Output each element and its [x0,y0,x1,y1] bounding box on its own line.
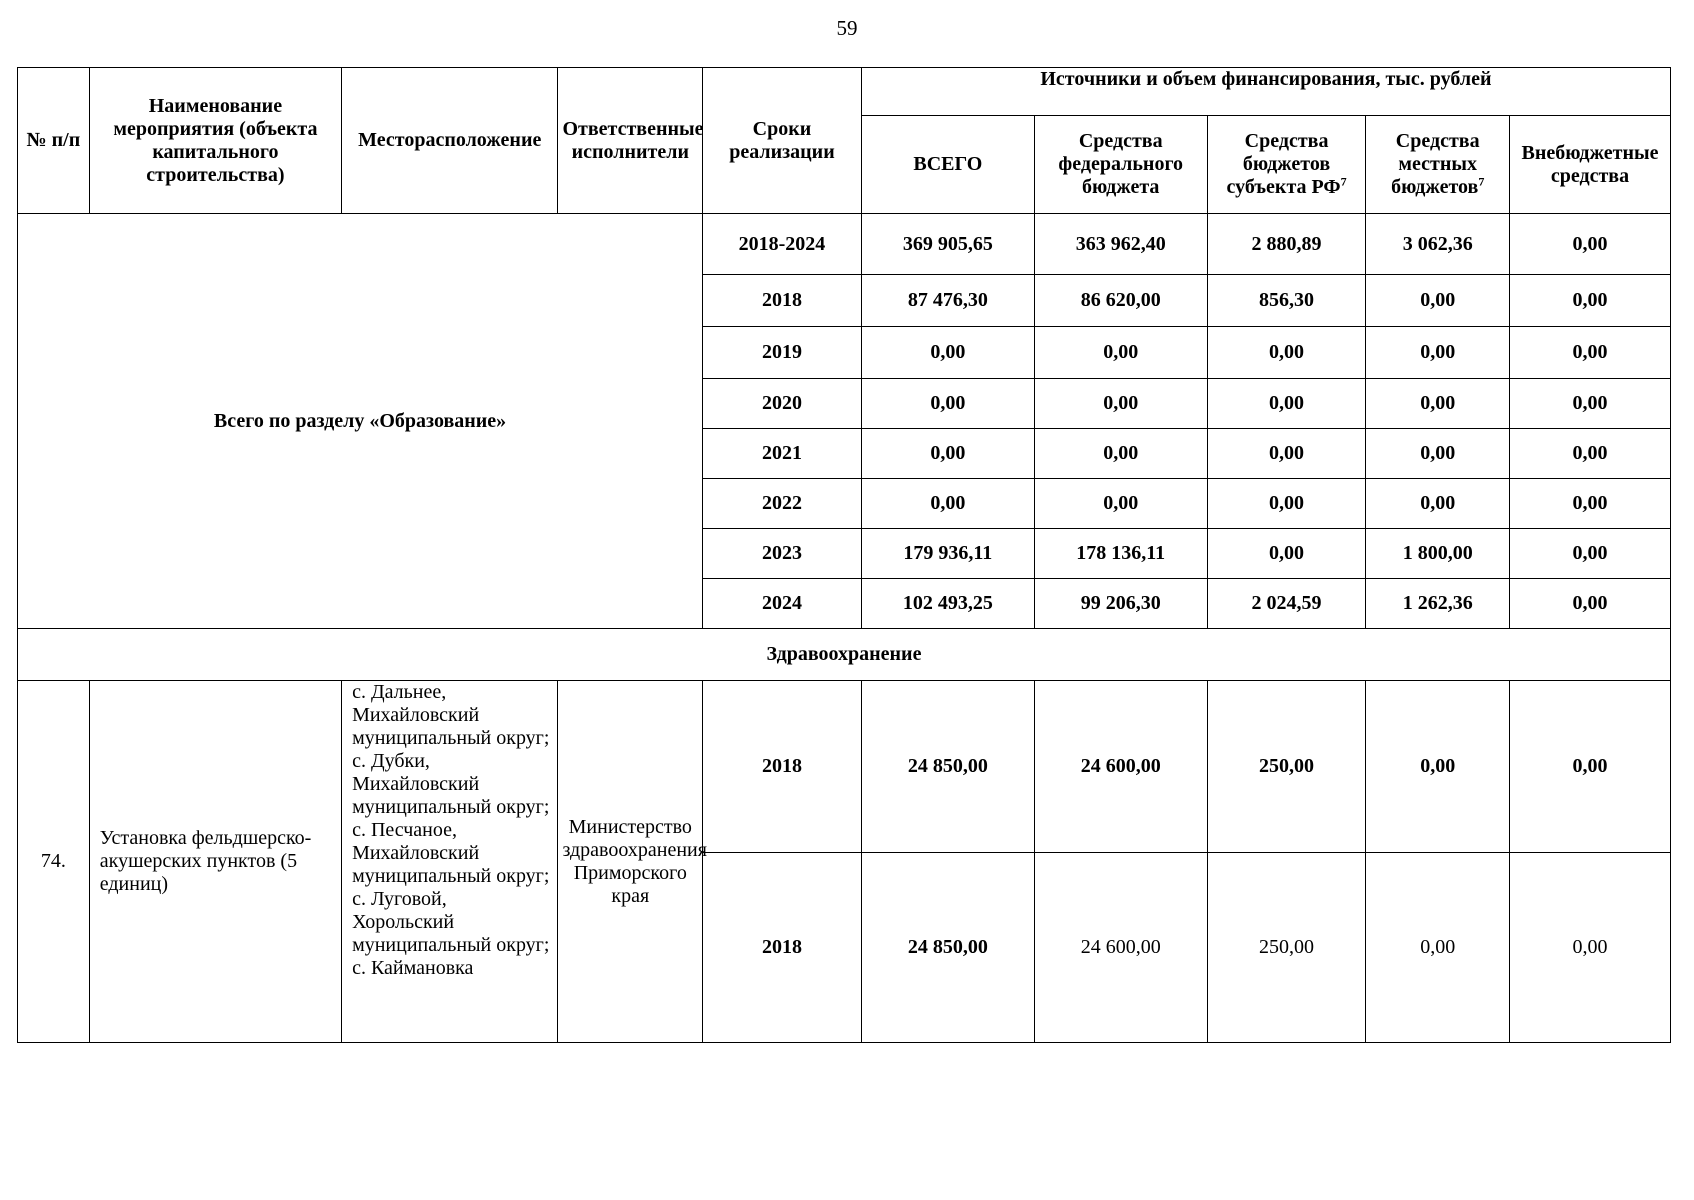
section-title: Здравоохранение [18,629,1671,681]
summary-local: 0,00 [1366,275,1510,327]
summary-extra: 0,00 [1509,479,1670,529]
summary-total: 369 905,65 [861,214,1034,275]
header-responsible: Ответственные исполнители [558,68,703,214]
summary-local: 0,00 [1366,379,1510,429]
summary-total: 0,00 [861,327,1034,379]
summary-regional: 2 880,89 [1207,214,1366,275]
header-regional-footnote: 7 [1340,174,1347,189]
summary-extra: 0,00 [1509,275,1670,327]
item-federal: 24 600,00 [1034,681,1207,853]
table-row [18,214,1671,275]
summary-extra: 0,00 [1509,379,1670,429]
header-local-text: Средства местных бюджетов [1391,130,1480,198]
summary-local: 1 262,36 [1366,579,1510,629]
summary-total: 179 936,11 [861,529,1034,579]
item-local: 0,00 [1366,853,1510,1043]
table-row [18,681,1671,853]
summary-extra: 0,00 [1509,529,1670,579]
header-extra: Внебюджетные средства [1509,116,1670,214]
item-total: 24 850,00 [861,681,1034,853]
summary-label: Всего по разделу «Образование» [18,214,703,629]
summary-federal: 178 136,11 [1034,529,1207,579]
item-name: Установка фельдшерско-акушерских пунктов (5 единиц) [89,681,341,1043]
header-num: № п/п [18,68,90,214]
item-total: 24 850,00 [861,853,1034,1043]
item-location: с. Дальнее, Михайловский муниципальный округ; с. Дубки, Михайловский муниципальный округ; с. Песчаное, Михайловский муниципальный округ; с. Луговой, Хорольский муниципальный округ; с. Каймановка [342,681,558,1043]
financing-table [17,67,1671,1043]
summary-local: 0,00 [1366,429,1510,479]
item-federal: 24 600,00 [1034,853,1207,1043]
summary-regional: 0,00 [1207,327,1366,379]
summary-year: 2018-2024 [703,214,862,275]
item-responsible: Министерство здравоохранения Приморского края [558,681,703,1043]
header-local-footnote: 7 [1478,174,1485,189]
item-regional: 250,00 [1207,853,1366,1043]
item-year: 2018 [703,853,862,1043]
summary-year: 2018 [703,275,862,327]
summary-year: 2022 [703,479,862,529]
summary-federal: 0,00 [1034,379,1207,429]
header-regional-text: Средства бюджетов субъекта РФ [1226,130,1341,198]
header-federal: Средства федерального бюджета [1034,116,1207,214]
summary-extra: 0,00 [1509,214,1670,275]
item-extra: 0,00 [1509,853,1670,1043]
header-name: Наименование мероприятия (объекта капитального строительства) [89,68,341,214]
summary-extra: 0,00 [1509,429,1670,479]
item-num: 74. [18,681,90,1043]
section-row [18,629,1671,681]
summary-federal: 363 962,40 [1034,214,1207,275]
summary-year: 2021 [703,429,862,479]
summary-federal: 99 206,30 [1034,579,1207,629]
header-sources: Источники и объем финансирования, тыс. рублей [861,68,1670,116]
summary-extra: 0,00 [1509,579,1670,629]
summary-year: 2020 [703,379,862,429]
summary-total: 102 493,25 [861,579,1034,629]
summary-regional: 0,00 [1207,479,1366,529]
summary-total: 87 476,30 [861,275,1034,327]
summary-total: 0,00 [861,429,1034,479]
summary-regional: 0,00 [1207,529,1366,579]
summary-federal: 0,00 [1034,429,1207,479]
header-local [1366,116,1510,214]
header-period: Сроки реализации [703,68,862,214]
item-extra: 0,00 [1509,681,1670,853]
page-number: 59 [836,16,858,40]
summary-year: 2023 [703,529,862,579]
item-regional: 250,00 [1207,681,1366,853]
summary-regional: 856,30 [1207,275,1366,327]
item-local: 0,00 [1366,681,1510,853]
summary-local: 1 800,00 [1366,529,1510,579]
summary-federal: 0,00 [1034,479,1207,529]
summary-total: 0,00 [861,479,1034,529]
summary-local: 3 062,36 [1366,214,1510,275]
summary-regional: 2 024,59 [1207,579,1366,629]
summary-regional: 0,00 [1207,379,1366,429]
summary-local: 0,00 [1366,479,1510,529]
summary-federal: 86 620,00 [1034,275,1207,327]
summary-year: 2019 [703,327,862,379]
item-year: 2018 [703,681,862,853]
header-total: ВСЕГО [861,116,1034,214]
summary-extra: 0,00 [1509,327,1670,379]
summary-regional: 0,00 [1207,429,1366,479]
summary-year: 2024 [703,579,862,629]
summary-local: 0,00 [1366,327,1510,379]
header-regional [1207,116,1366,214]
header-location: Месторасположение [342,68,558,214]
summary-federal: 0,00 [1034,327,1207,379]
summary-total: 0,00 [861,379,1034,429]
